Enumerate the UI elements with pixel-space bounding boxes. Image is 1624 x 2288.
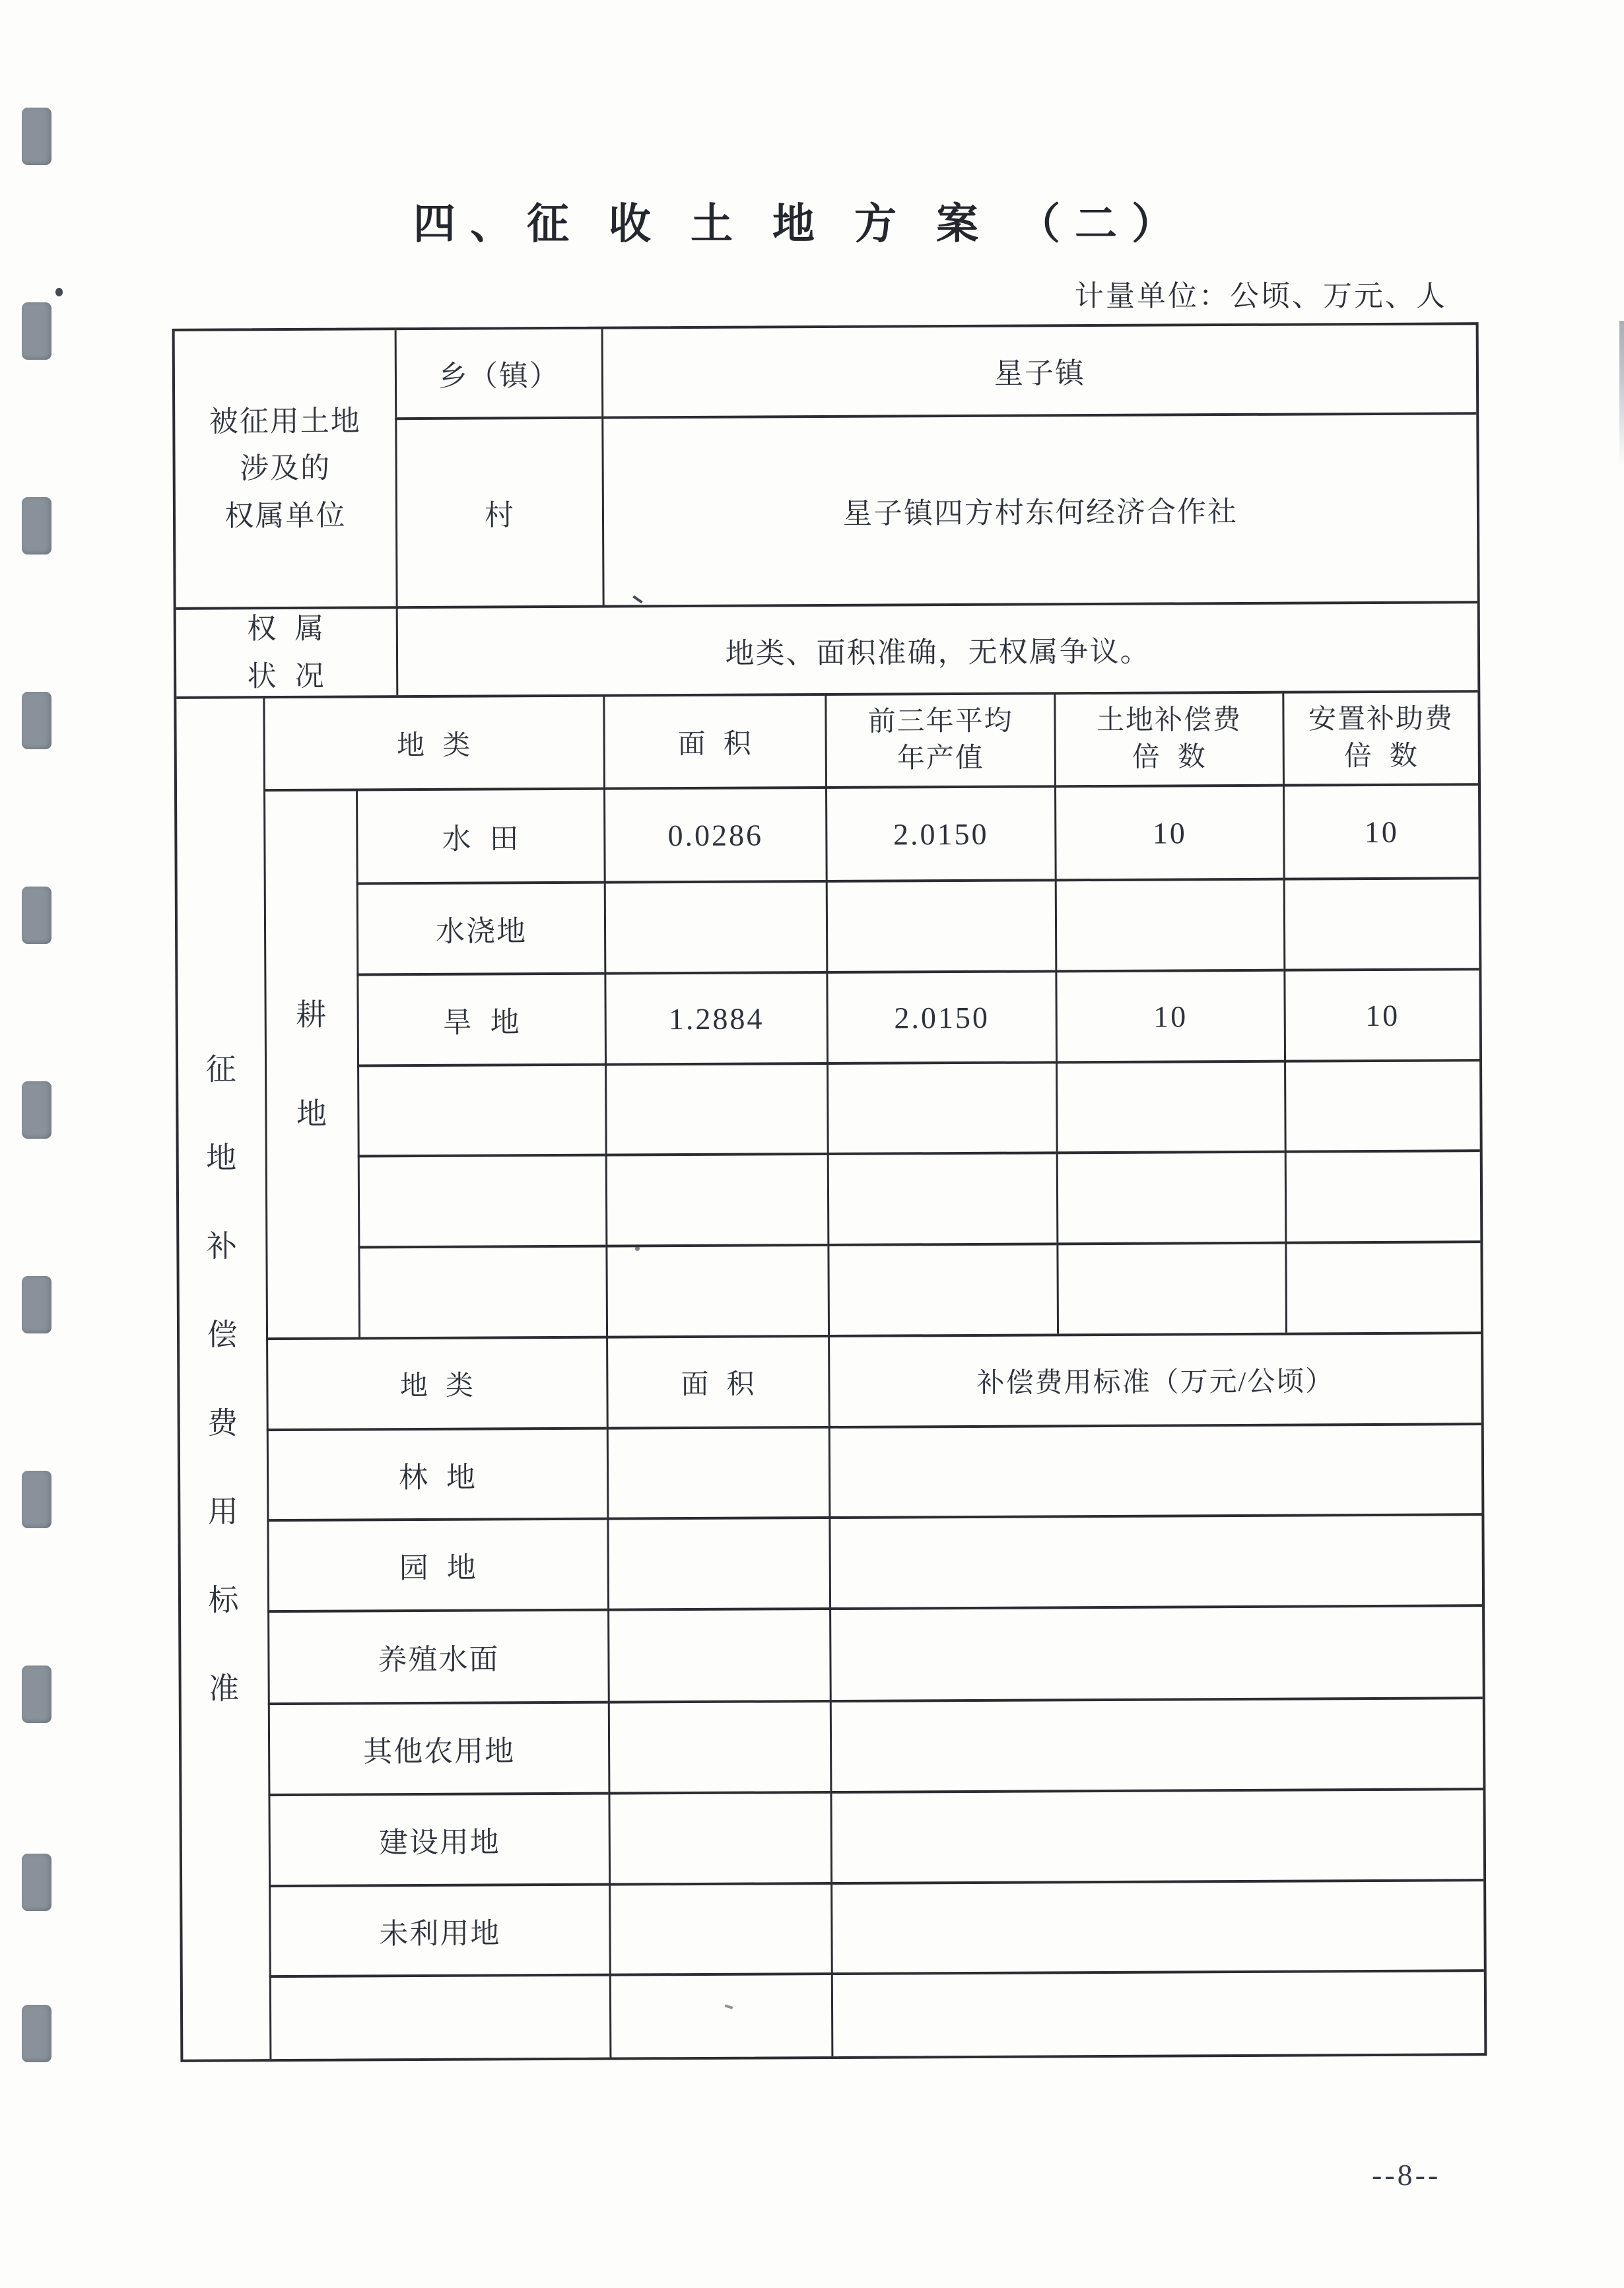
cultivated-label-char: 耕 — [296, 997, 328, 1032]
upper-row-resettle-multiple: 10 — [1283, 968, 1479, 1060]
lower-row-standard — [831, 1969, 1485, 2056]
lower-row-standard — [830, 1788, 1483, 1882]
binder-mark — [22, 692, 51, 749]
binder-mark — [22, 887, 51, 944]
binder-mark — [22, 2005, 51, 2062]
side-label-char: 地 — [206, 1140, 238, 1175]
lower-row-type: 林 地 — [267, 1427, 607, 1520]
village-label: 村 — [395, 417, 602, 607]
lower-row-standard — [829, 1604, 1483, 1700]
upper-row-resettle-multiple — [1285, 1149, 1481, 1241]
upper-row-type: 水浇地 — [356, 881, 605, 974]
upper-header-land-type: 地 类 — [263, 694, 603, 790]
binder-mark — [22, 1276, 51, 1333]
lower-row-area — [608, 1700, 830, 1792]
binder-mark — [22, 1471, 51, 1528]
binder-mark — [22, 302, 51, 360]
compensation-standard-side-label — [176, 696, 269, 2060]
header-line: 土地补偿费 — [1096, 705, 1242, 737]
acquired-land-group-label-line: 被征用土地 — [209, 405, 361, 438]
upper-row-type — [358, 1154, 606, 1246]
lower-row-area — [609, 1882, 831, 1974]
upper-row-resettle-multiple — [1284, 1059, 1480, 1150]
header-line: 年产值 — [897, 743, 984, 774]
page-number: --8-- — [1372, 2158, 1441, 2192]
ownership-status-value: 地类、面积准确，无权属争议。 — [396, 601, 1478, 695]
upper-row-output: 2.0150 — [825, 785, 1055, 880]
page-title: 四、征 收 土 地 方 案 （二） — [413, 201, 1188, 248]
upper-header-annual-output — [825, 692, 1054, 786]
upper-row-area: 1.2884 — [604, 971, 827, 1063]
village-value: 星子镇四方村东何经济合作社 — [601, 412, 1477, 605]
lower-row-area — [607, 1516, 829, 1609]
lower-row-area — [607, 1607, 830, 1701]
lower-row-area — [609, 1972, 832, 2058]
upper-row-output — [827, 1242, 1057, 1335]
upper-header-area: 面 积 — [603, 693, 825, 788]
ownership-status-label — [176, 606, 397, 696]
binder-mark — [22, 108, 51, 165]
upper-row-resettle-multiple — [1283, 877, 1479, 968]
scan-edge-artifact — [1619, 321, 1624, 466]
land-acquisition-form-table — [172, 322, 1487, 2062]
side-label-char: 准 — [209, 1671, 241, 1706]
upper-row-type: 旱 地 — [356, 972, 605, 1065]
upper-row-type: 水 田 — [356, 788, 604, 883]
upper-header-land-compensation-multiple — [1054, 691, 1283, 786]
upper-row-area: 0.0286 — [603, 786, 826, 881]
upper-row-land-multiple: 10 — [1054, 784, 1283, 879]
upper-row-area — [605, 1062, 827, 1154]
lower-row-area — [608, 1791, 830, 1883]
upper-row-output — [827, 1061, 1056, 1153]
side-label-char: 用 — [207, 1494, 240, 1529]
lower-row-standard — [830, 1697, 1483, 1791]
side-label-char: 征 — [205, 1052, 238, 1087]
upper-row-output — [827, 1151, 1057, 1244]
township-label: 乡（镇） — [395, 329, 602, 418]
binder-mark — [22, 1854, 51, 1911]
measurement-unit-note: 计量单位：公顷、万元、人 — [1075, 280, 1447, 312]
cultivated-land-group-label — [263, 788, 358, 1337]
township-value: 星子镇 — [601, 325, 1477, 416]
lower-row-type: 其他农用地 — [268, 1701, 609, 1794]
lower-row-type — [269, 1974, 610, 2060]
upper-row-land-multiple: 10 — [1055, 969, 1284, 1061]
upper-row-output: 2.0150 — [826, 970, 1056, 1062]
lower-header-area: 面 积 — [606, 1335, 829, 1427]
acquired-land-group-label — [175, 330, 396, 607]
lower-header-land-type: 地 类 — [266, 1336, 607, 1429]
upper-row-land-multiple — [1056, 1242, 1285, 1334]
upper-row-land-multiple — [1056, 1060, 1285, 1152]
scan-speck — [55, 288, 63, 296]
header-line: 倍 数 — [1343, 741, 1419, 772]
lower-row-type: 未利用地 — [269, 1883, 609, 1976]
header-line: 倍 数 — [1132, 741, 1207, 773]
lower-row-type: 园 地 — [267, 1518, 607, 1611]
lower-row-standard — [829, 1423, 1482, 1516]
header-line: 安置补助费 — [1308, 704, 1454, 735]
binder-mark — [22, 1666, 51, 1723]
lower-header-standard: 补偿费用标准（万元/公顷） — [828, 1331, 1481, 1426]
upper-row-resettle-multiple — [1285, 1240, 1481, 1332]
cultivated-label-char: 地 — [296, 1096, 329, 1131]
side-label-char: 费 — [207, 1405, 240, 1440]
upper-row-output — [826, 879, 1056, 971]
upper-row-area — [605, 1244, 828, 1336]
side-label-char: 偿 — [207, 1317, 239, 1352]
lower-row-area — [607, 1426, 829, 1518]
lower-row-type: 养殖水面 — [267, 1609, 608, 1703]
acquired-land-group-label-line: 涉及的 — [240, 452, 331, 485]
upper-row-land-multiple — [1055, 878, 1284, 970]
lower-row-standard — [829, 1513, 1482, 1607]
upper-row-area — [605, 1153, 828, 1245]
lower-row-standard — [830, 1879, 1484, 1972]
binder-mark — [22, 497, 51, 555]
ownership-status-label-line: 权 属 — [247, 612, 325, 646]
header-line: 前三年平均 — [867, 706, 1013, 737]
upper-row-area — [604, 880, 827, 972]
upper-row-resettle-multiple: 10 — [1283, 783, 1479, 877]
lower-row-type: 建设用地 — [268, 1792, 609, 1885]
upper-row-type — [357, 1063, 605, 1155]
acquired-land-group-label-line: 权属单位 — [224, 499, 347, 533]
upper-header-resettlement-multiple — [1282, 690, 1478, 784]
upper-row-type — [358, 1245, 606, 1337]
side-label-char: 标 — [208, 1582, 240, 1617]
ownership-status-label-line: 状 况 — [247, 659, 325, 692]
upper-row-land-multiple — [1056, 1151, 1285, 1243]
binder-mark — [22, 1081, 51, 1139]
side-label-char: 补 — [206, 1228, 239, 1263]
